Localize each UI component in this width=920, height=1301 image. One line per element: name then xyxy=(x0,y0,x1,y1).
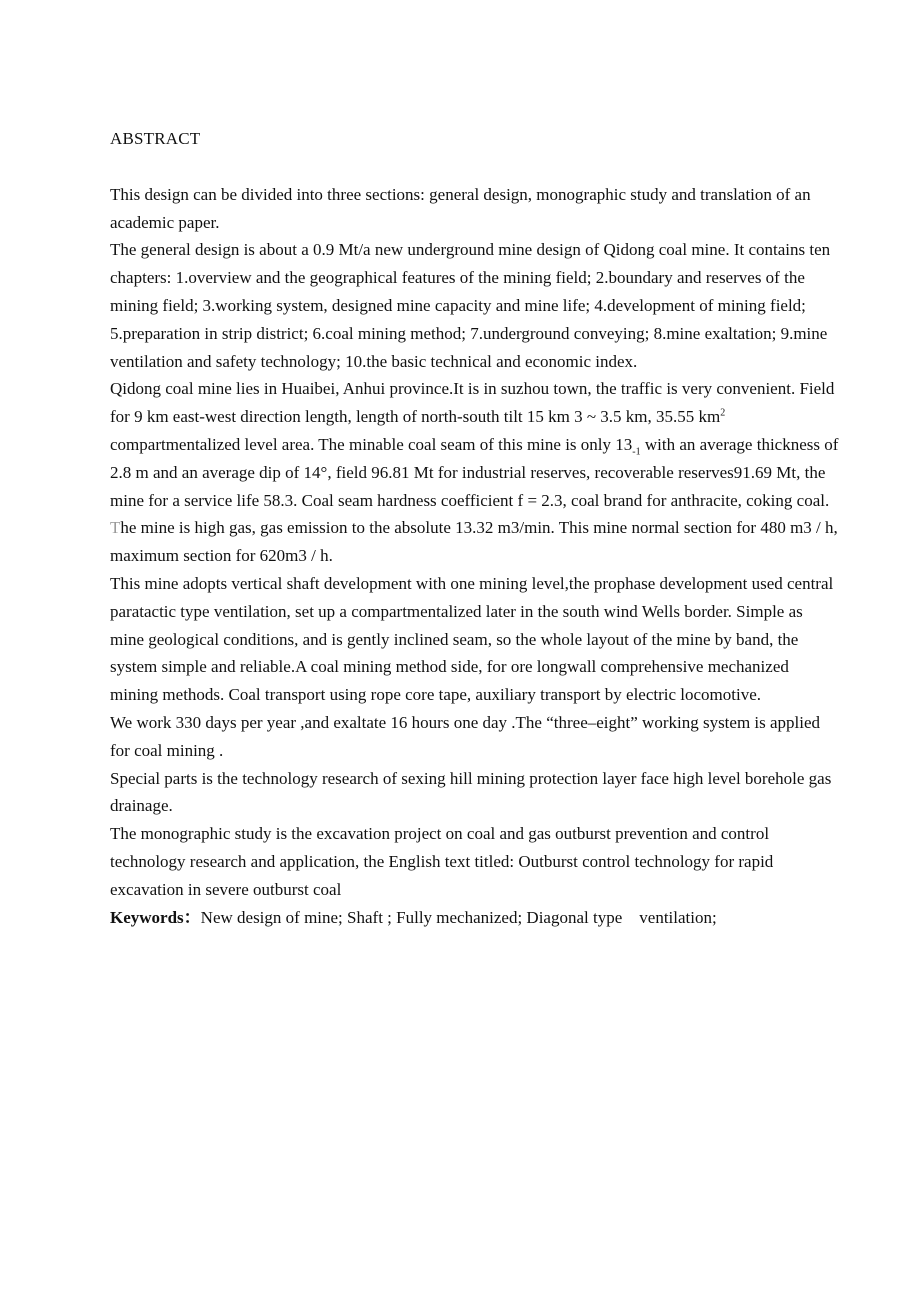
mine-location-text-a: Qidong coal mine lies in Huaibei, Anhui province.It is in suzhou town, the traffic is very convenient. Field for 9 km east-west direction length, length of north-south tilt 15 km 3 ~ 3.5 km, 35.55 km xyxy=(110,379,835,427)
paragraph-development: This mine adopts vertical shaft development with one mining level,the prophase development used central paratactic type ventilation, set up a compartmentalized later in the south wind Wells border. Simple as mine geological conditions, and is gently inclined seam, so the whole layout of the mine by band, the system simple and reliable.A coal mining method side, for ore longwall comprehensive mechanized mining methods. Coal transport using rope core tape, auxiliary transport by electric locomotive. xyxy=(110,573,834,705)
abstract-heading: ABSTRACT xyxy=(110,129,201,148)
seam-number-subscript: -1 xyxy=(632,446,641,458)
keywords-label: Keywords xyxy=(110,907,184,927)
abstract-page xyxy=(110,125,840,931)
paragraph-working-system: We work 330 days per year ,and exaltate 16 hours one day .The “three–eight” working system is applied for coal mining . xyxy=(110,712,821,760)
keywords-line xyxy=(110,904,840,932)
paragraph-general-design: The general design is about a 0.9 Mt/a new underground mine design of Qidong coal mine. It contains ten chapters: 1.overview and the geographical features of the mining field; 2.boundary and reserves of the mining field; 3.working system, designed mine capacity and mine life; 4.development of mining field; 5.preparation in strip district; 6.coal mining method; 7.underground conveying; 8.mine exaltation; 9.mine ventilation and safety technology; 10.the basic technical and economic index. xyxy=(110,240,831,371)
paragraph-monographic-study: The monographic study is the excavation project on coal and gas outburst prevention and control technology research and application, the English text titled: Outburst control technology for rapid excavation in severe outburst coal xyxy=(110,824,774,899)
area-unit-superscript: 2 xyxy=(720,407,726,419)
keywords-text: New design of mine; Shaft ; Fully mechanized; Diagonal type ventilation; xyxy=(200,907,717,927)
keywords-colon: ： xyxy=(183,907,201,927)
mine-location-text-d: he mine is high gas, gas emission to the absolute 13.32 m3/min. This mine normal section for 480 m3 / h, maximum section for 620m3 / h. xyxy=(110,518,838,566)
faint-letter: T xyxy=(110,518,121,538)
paragraph-overview: This design can be divided into three sections: general design, monographic study and translation of an academic paper. xyxy=(110,184,811,232)
mine-location-text-b: compartmentalized level area. The minable coal seam of this mine is only 13 xyxy=(110,434,633,454)
paragraph-mine-location xyxy=(110,375,840,570)
mine-location-text-c: with an average thickness of 2.8 m and an average dip of 14°, field 96.81 Mt for industrial reserves, recoverable reserves91.69 Mt, the mine for a service life 58.3. Coal seam hardness coefficient f = 2.3, coal brand for anthracite, coking coal. xyxy=(110,434,839,510)
paragraph-special-parts: Special parts is the technology research of sexing hill mining protection layer face high level borehole gas drainage. xyxy=(110,768,832,816)
